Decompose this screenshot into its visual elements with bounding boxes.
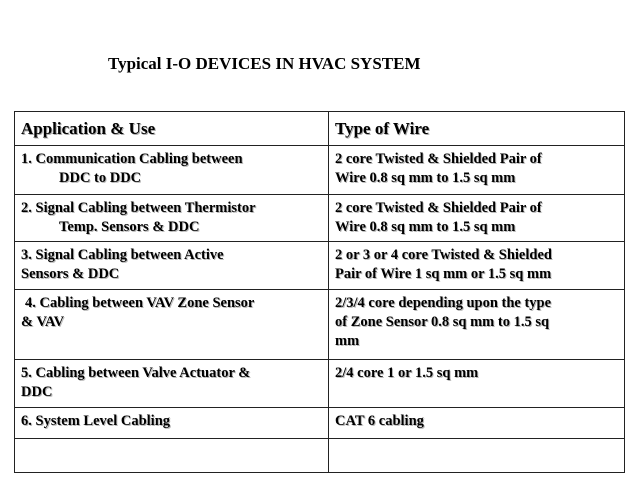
wire-type-cell <box>329 290 625 360</box>
page-title: Typical I-O DEVICES IN HVAC SYSTEM <box>108 54 421 73</box>
table-row <box>15 195 625 242</box>
table-header-row <box>15 112 625 146</box>
wire-type-text: CAT 6 cabling <box>335 413 424 429</box>
application-text: 3. Signal Cabling between Active <box>21 247 224 263</box>
application-text: 5. Cabling between Valve Actuator & <box>21 365 251 381</box>
wire-type-text: 2 core Twisted & Shielded Pair of <box>335 151 542 167</box>
empty-cell <box>15 439 329 473</box>
wire-type-text: Wire 0.8 sq mm to 1.5 sq mm <box>335 170 516 186</box>
application-text: & VAV <box>21 314 65 330</box>
wire-type-cell <box>329 360 625 408</box>
wire-type-cell <box>329 146 625 195</box>
column-header-wire-type: Type of Wire <box>329 112 625 146</box>
application-text: Temp. Sensors & DDC <box>59 219 200 235</box>
application-cell <box>15 408 329 439</box>
wire-type-cell <box>329 408 625 439</box>
application-text: DDC to DDC <box>59 170 142 186</box>
wiring-table <box>14 111 625 473</box>
wire-type-cell <box>329 242 625 290</box>
application-text: 6. System Level Cabling <box>21 413 171 429</box>
application-text: 4. Cabling between VAV Zone Sensor <box>25 295 255 311</box>
application-text: 2. Signal Cabling between Thermistor <box>21 200 256 216</box>
column-header-application: Application & Use <box>15 112 329 146</box>
wire-type-text: Wire 0.8 sq mm to 1.5 sq mm <box>335 219 516 235</box>
wire-type-text: 2/3/4 core depending upon the type <box>335 295 552 311</box>
wire-type-text: 2/4 core 1 or 1.5 sq mm <box>335 365 479 381</box>
table-row-empty <box>15 439 625 473</box>
application-cell <box>15 146 329 195</box>
table-row <box>15 408 625 439</box>
application-text: DDC <box>21 384 53 400</box>
wire-type-text: of Zone Sensor 0.8 sq mm to 1.5 sq <box>335 314 550 330</box>
application-cell <box>15 195 329 242</box>
wire-type-text: 2 or 3 or 4 core Twisted & Shielded <box>335 247 552 263</box>
empty-cell <box>329 439 625 473</box>
table-row <box>15 242 625 290</box>
application-cell <box>15 360 329 408</box>
application-cell <box>15 242 329 290</box>
wire-type-text: 2 core Twisted & Shielded Pair of <box>335 200 542 216</box>
application-cell <box>15 290 329 360</box>
wire-type-cell <box>329 195 625 242</box>
wire-type-text: Pair of Wire 1 sq mm or 1.5 sq mm <box>335 266 552 282</box>
table-row <box>15 360 625 408</box>
application-text: 1. Communication Cabling between <box>21 151 243 167</box>
application-text: Sensors & DDC <box>21 266 120 282</box>
wire-type-text: mm <box>335 333 360 349</box>
table-row <box>15 290 625 360</box>
table-row <box>15 146 625 195</box>
